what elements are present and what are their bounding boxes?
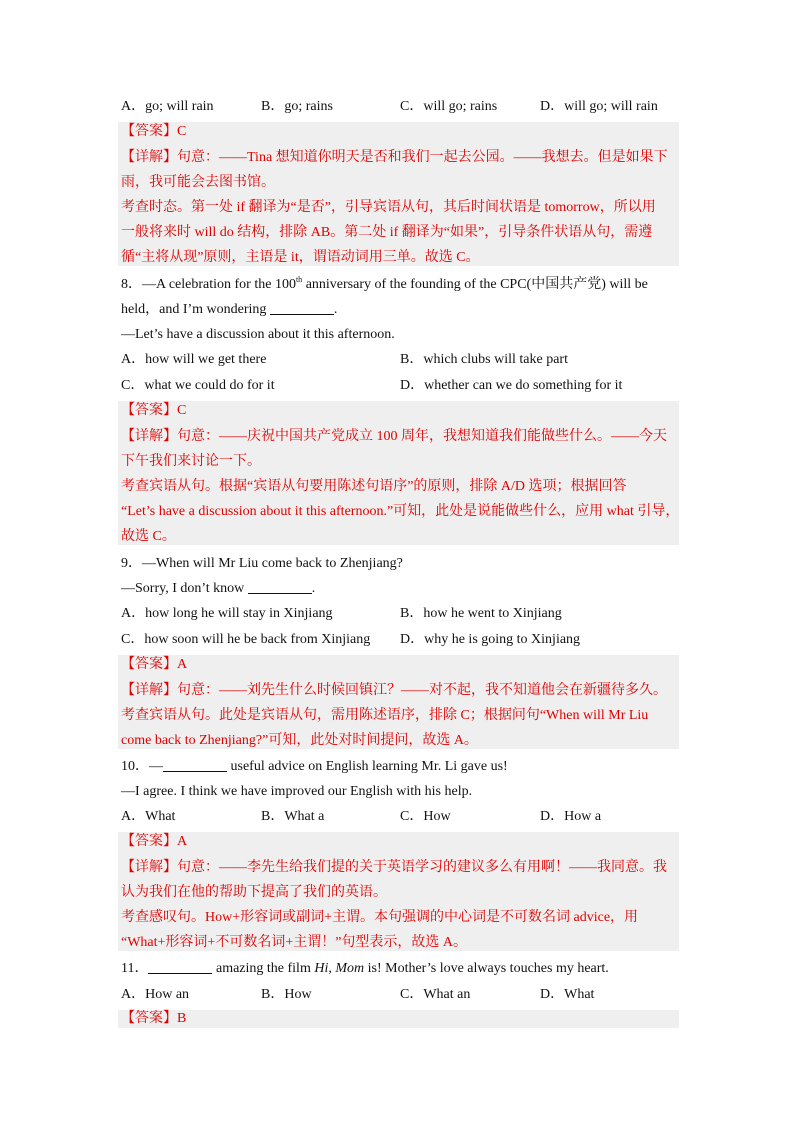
q10-option-c: C．How xyxy=(400,809,451,824)
q8-option-d: D．whether can we do something for it xyxy=(400,378,623,393)
q7-option-c: C．will go; rains xyxy=(400,99,498,114)
q10-reply: —I agree. I think we have improved our English with his help. xyxy=(121,784,473,799)
q9-option-c: C．how soon will he be back from Xinjiang xyxy=(121,632,371,647)
answer-blank xyxy=(270,302,334,315)
q10-answer: 【答案】A xyxy=(121,834,188,849)
q10-explain-line: 考查感叹句。How+形容词或副词+主谓。本句强调的中心词是不可数名词 advice，用 xyxy=(121,910,639,925)
q11-option-c: C．What an xyxy=(400,987,471,1002)
q10-option-a: A．What xyxy=(121,809,176,824)
q9-option-b: B．how he went to Xinjiang xyxy=(400,606,562,621)
q8-reply: —Let’s have a discussion about it this afternoon. xyxy=(121,327,395,342)
q8-answer: 【答案】C xyxy=(121,403,187,418)
q9-answer: 【答案】A xyxy=(121,657,188,672)
q8-explain-line: 故选 C。 xyxy=(121,529,176,544)
q7-option-a: A．go; will rain xyxy=(121,99,214,114)
q10-explain-line: 【详解】句意：——李先生给我们提的关于英语学习的建议多么有用啊！——我同意。我 xyxy=(121,860,667,875)
q8-option-c: C．what we could do for it xyxy=(121,378,275,393)
q7-answer: 【答案】C xyxy=(121,124,187,139)
q8-explain-line: “Let’s have a discussion about it this afternoon.”可知，此处是说能做些什么，应用 what 引导， xyxy=(121,504,680,519)
q11-answer: 【答案】B xyxy=(121,1011,187,1026)
q8-explain-line: 考查宾语从句。根据“宾语从句要用陈述句语序”的原则，排除 A/D 选项；根据回答 xyxy=(121,479,627,494)
q11-option-d: D．What xyxy=(540,987,595,1002)
q10-explain-line: “What+形容词+不可数名词+主谓！”句型表示，故选 A。 xyxy=(121,935,468,950)
q8-stem: 8．—A celebration for the 100th anniversary of the founding of the CPC(中国共产党) will be xyxy=(121,275,648,292)
q8-stem-line2: held，and I’m wondering . xyxy=(121,302,338,317)
q9-answer-box xyxy=(118,655,679,749)
q9-stem: 9．—When will Mr Liu come back to Zhenjiang? xyxy=(121,556,403,571)
q9-option-a: A．how long he will stay in Xinjiang xyxy=(121,606,333,621)
q7-explain-line: 循“主将从现”原则，主语是 it，谓语动词用三单。故选 C。 xyxy=(121,250,480,265)
q9-explain-line: 考查宾语从句。此处是宾语从句，需用陈述语序，排除 C；根据问句“When will Mr Liu xyxy=(121,708,649,723)
q10-option-d: D．How a xyxy=(540,809,602,824)
q8-explain-line: 【详解】句意：——庆祝中国共产党成立 100 周年，我想知道我们能做些什么。——今天 xyxy=(121,429,667,444)
q7-explain-line: 【详解】句意：——Tina 想知道你明天是否和我们一起去公园。——我想去。但是如果下 xyxy=(121,150,668,165)
q11-stem: 11． amazing the film Hi, Mom is! Mother’s love always touches my heart. xyxy=(121,961,609,976)
q7-option-d: D．will go; will rain xyxy=(540,99,658,114)
q10-explain-line: 认为我们在他的帮助下提高了我们的英语。 xyxy=(121,885,387,900)
q8-explain-line: 下午我们来讨论一下。 xyxy=(121,454,261,469)
answer-blank xyxy=(148,961,212,974)
q10-option-b: B．What a xyxy=(261,809,325,824)
q7-explain-line: 雨，我可能会去图书馆。 xyxy=(121,175,275,190)
q7-option-b: B．go; rains xyxy=(261,99,333,114)
q7-explain-line: 考查时态。第一处 if 翻译为“是否”，引导宾语从句，其后时间状语是 tomorrow，所以用 xyxy=(121,200,656,215)
q11-answer-box xyxy=(118,1010,679,1028)
q8-answer-box xyxy=(118,401,679,545)
q9-explain-line: 【详解】句意：——刘先生什么时候回镇江？——对不起，我不知道他会在新疆待多久。 xyxy=(121,683,667,698)
q8-option-a: A．how will we get there xyxy=(121,352,267,367)
answer-blank xyxy=(163,759,227,772)
q7-answer-box xyxy=(118,122,679,266)
q11-option-a: A．How an xyxy=(121,987,190,1002)
q11-option-b: B．How xyxy=(261,987,312,1002)
q10-answer-box xyxy=(118,832,679,951)
q9-option-d: D．why he is going to Xinjiang xyxy=(400,632,581,647)
q8-option-b: B．which clubs will take part xyxy=(400,352,568,367)
q9-reply: —Sorry, I don’t know . xyxy=(121,581,316,596)
q7-explain-line: 一般将来时 will do 结构，排除 AB。第二处 if 翻译为“如果”，引导条件状语从句，需遵 xyxy=(121,225,653,240)
answer-blank xyxy=(248,581,312,594)
q10-stem: 10．— useful advice on English learning Mr. Li gave us! xyxy=(121,759,508,774)
q9-explain-line: come back to Zhenjiang?”可知，此处对时间提问，故选 A。 xyxy=(121,733,478,748)
